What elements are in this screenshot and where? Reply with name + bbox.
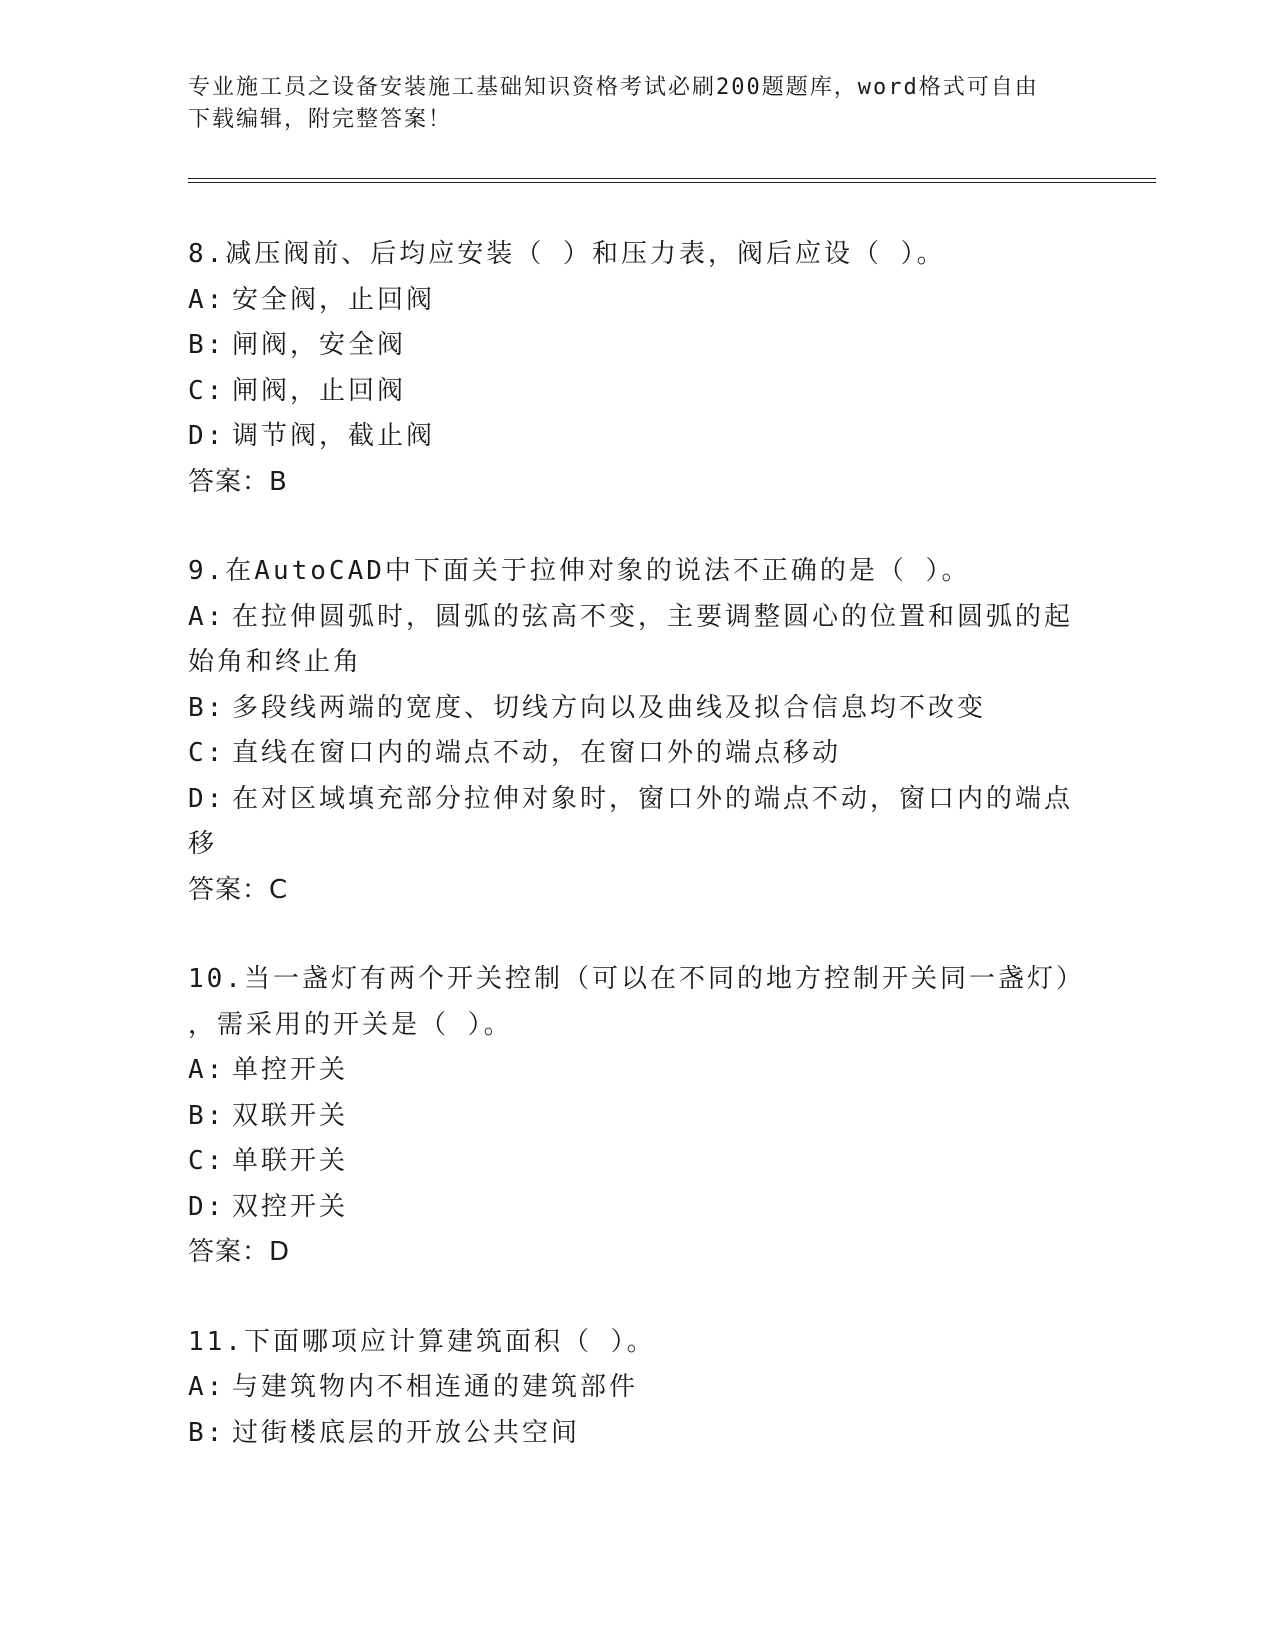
option-line — [188, 1094, 1088, 1140]
option-text: 在拉伸圆弧时，圆弧的弦高不变，主要调整圆心的位置和圆弧的起 — [232, 601, 1074, 632]
option-text: 单控开关 — [232, 1055, 349, 1085]
option-text: 直线在窗口内的端点不动，在窗口外的端点移动 — [232, 738, 842, 768]
question-item — [188, 232, 1088, 505]
question-stem: 8.减压阀前、后均应安装（ ）和压力表，阀后应设（ ）。 — [188, 239, 946, 269]
answer-line: 答案：D — [188, 1237, 291, 1267]
option-line — [188, 686, 1088, 732]
option-line — [188, 414, 1088, 460]
option-line — [188, 1365, 1088, 1411]
option-key: C: — [188, 738, 226, 768]
option-key: B: — [188, 692, 226, 723]
option-key: A: — [188, 284, 226, 315]
option-key: B: — [188, 330, 226, 360]
question-item — [188, 1320, 1088, 1457]
option-text: 安全阀，止回阀 — [232, 284, 436, 315]
option-line — [188, 640, 1088, 686]
option-text: 与建筑物内不相连通的建筑部件 — [232, 1372, 639, 1402]
option-key: C: — [188, 375, 226, 406]
header-line-1: 专业施工员之设备安装施工基础知识资格考试必刷200题题库，word格式可自由 — [188, 75, 1039, 100]
option-text: 闸阀，止回阀 — [232, 375, 407, 406]
document-header — [188, 72, 1088, 136]
option-line — [188, 1048, 1088, 1094]
answer-line: 答案：C — [188, 874, 289, 905]
question-item — [188, 549, 1088, 913]
option-text: 单联开关 — [232, 1146, 349, 1176]
option-text: 始角和终止角 — [188, 647, 363, 677]
option-key: B: — [188, 1417, 226, 1448]
answer-line: 答案：B — [188, 466, 288, 497]
option-key: D: — [188, 421, 226, 451]
option-line — [188, 595, 1088, 641]
option-key: A: — [188, 1055, 226, 1085]
option-key: A: — [188, 1372, 226, 1402]
option-line — [188, 323, 1088, 369]
question-item — [188, 957, 1088, 1276]
question-stem: 11.下面哪项应计算建筑面积（ ）。 — [188, 1326, 656, 1357]
option-line — [188, 369, 1088, 415]
option-text: 移 — [188, 829, 218, 859]
option-key: D: — [188, 783, 226, 814]
option-key: B: — [188, 1100, 226, 1131]
option-key: D: — [188, 1191, 226, 1222]
option-text: 在对区域填充部分拉伸对象时，窗口外的端点不动，窗口内的端点 — [232, 783, 1074, 814]
option-text: 闸阀，安全阀 — [232, 330, 407, 360]
question-stem: 9.在AutoCAD中下面关于拉伸对象的说法不正确的是（ ）。 — [188, 556, 971, 586]
option-line — [188, 1185, 1088, 1231]
question-stem: ，需采用的开关是（ ）。 — [188, 1009, 513, 1040]
option-text: 双联开关 — [232, 1100, 349, 1131]
option-text: 调节阀，截止阀 — [232, 421, 436, 451]
option-text: 过街楼底层的开放公共空间 — [232, 1417, 581, 1448]
option-line — [188, 822, 1088, 868]
option-text: 多段线两端的宽度、切线方向以及曲线及拟合信息均不改变 — [232, 692, 987, 723]
header-line-2: 下载编辑，附完整答案！ — [188, 107, 453, 132]
option-key: C: — [188, 1146, 226, 1176]
option-line — [188, 278, 1088, 324]
question-stem: 10.当一盏灯有两个开关控制（可以在不同的地方控制开关同一盏灯） — [188, 964, 1085, 994]
option-line — [188, 777, 1088, 823]
option-line — [188, 731, 1088, 777]
header-divider — [188, 178, 1156, 183]
option-line — [188, 1139, 1088, 1185]
option-key: A: — [188, 601, 226, 632]
option-text: 双控开关 — [232, 1191, 349, 1222]
question-list — [188, 232, 1088, 1500]
option-line — [188, 1411, 1088, 1457]
